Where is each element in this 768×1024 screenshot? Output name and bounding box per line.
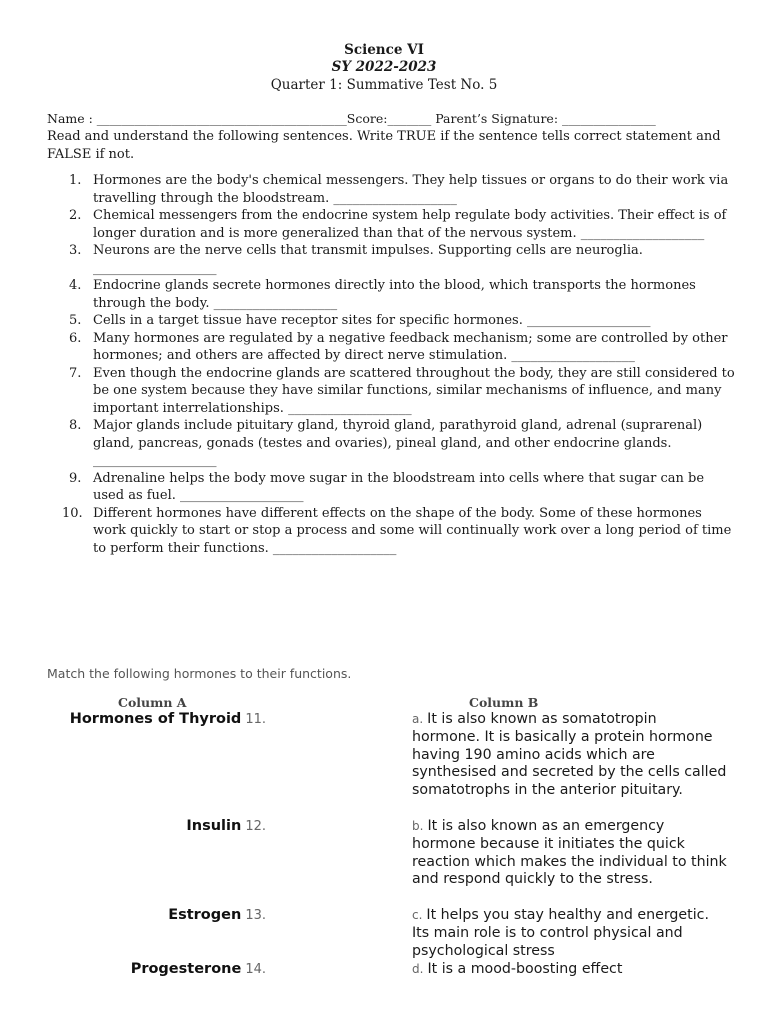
option-text: It is also known as an emergency hormone because it initiates the quick reaction which makes the individual to think and respond quickly to the stress. (412, 818, 727, 888)
option-letter: c. (412, 908, 423, 922)
question-item (47, 505, 737, 558)
question-item (47, 470, 737, 505)
question-text[interactable]: Many hormones are regulated by a negative feedback mechanism; some are controlled by other hormones; and others are affected by direct nerve stimulation. ___________________ (93, 330, 728, 363)
question-item (47, 242, 737, 277)
hormone-name: Hormones of Thyroid (69, 711, 242, 727)
column-a-item[interactable] (186, 818, 266, 834)
question-item (47, 330, 737, 365)
question-number: 4. (69, 278, 82, 293)
column-b-item (412, 711, 727, 800)
question-number: 10. (62, 505, 83, 521)
question-number: 1. (69, 173, 82, 188)
question-text[interactable]: Adrenaline helps the body move sugar in the bloodstream into cells where that sugar can be used as fuel. ___________________ (93, 470, 705, 503)
question-item (47, 277, 737, 312)
question-text[interactable]: Neurons are the nerve cells that transmit impulses. Supporting cells are neuroglia. ___________________ (93, 243, 643, 276)
question-text[interactable]: Even though the endocrine glands are scattered throughout the body, they are still considered to be one system because they have similar functions, similar mechanisms of influence, and many important interrelationships. ___________________ (93, 365, 735, 416)
question-text[interactable]: Different hormones have different effects on the shape of the body. Some of these hormones work quickly to start or stop a process and some will continually work over a long period of time to perform their functions. ___________________ (93, 505, 732, 556)
question-number: 3. (69, 243, 82, 258)
question-item (47, 365, 737, 418)
column-a-item[interactable] (131, 961, 266, 977)
question-number: 8. (69, 418, 82, 433)
question-number: 7. (69, 365, 82, 381)
column-a-item[interactable] (168, 907, 266, 923)
option-text: It helps you stay healthy and energetic. Its main role is to control physical and psychological stress (412, 907, 709, 959)
item-number: 12. (245, 819, 266, 834)
question-number: 5. (69, 313, 82, 328)
option-letter: b. (412, 819, 424, 833)
column-b-item (412, 818, 727, 889)
question-text[interactable]: Cells in a target tissue have receptor sites for specific hormones. ___________________ (93, 313, 651, 328)
question-text[interactable]: Chemical messengers from the endocrine system help regulate body activities. Their effect is of longer duration and is more generalized than that of the nervous system. ___________________ (93, 208, 727, 241)
school-year: SY 2022-2023 (331, 59, 437, 75)
quarter-line: Quarter 1: Summative Test No. 5 (270, 77, 498, 93)
item-number: 11. (245, 712, 266, 727)
matching-instructions: Match the following hormones to their functions. (47, 666, 352, 681)
hormone-name: Insulin (186, 818, 242, 834)
column-b-item (412, 907, 727, 960)
item-number: 14. (245, 962, 266, 977)
option-text: It is a mood-boosting effect (427, 961, 623, 977)
question-item (47, 172, 737, 207)
question-item (47, 417, 737, 470)
column-a-header: Column A (118, 695, 187, 710)
question-number: 6. (69, 330, 82, 346)
hormone-name: Estrogen (168, 907, 242, 923)
question-number: 9. (69, 470, 82, 486)
column-b-header: Column B (469, 695, 539, 710)
question-text[interactable]: Endocrine glands secrete hormones directly into the blood, which transports the hormones through the body. ___________________ (93, 278, 696, 311)
column-a-item[interactable] (70, 711, 266, 727)
question-number: 2. (69, 208, 82, 223)
option-letter: a. (412, 712, 424, 726)
item-number: 13. (245, 908, 266, 923)
hormone-name: Progesterone (130, 961, 242, 977)
option-text: It is also known as somatotropin hormone. It is basically a protein hormone having 190 amino acids which are synthesised and secreted by the cells called somatotrophs in the anterior pituitary. (412, 711, 727, 799)
option-letter: d. (412, 962, 424, 976)
question-text[interactable]: Hormones are the body's chemical messengers. They help tissues or organs to do their work via travelling through the bloodstream. ___________________ (93, 173, 729, 206)
question-item (47, 207, 737, 242)
true-false-instructions: Read and understand the following sentences. Write TRUE if the sentence tells correct statement and FALSE if not. (47, 129, 721, 162)
name-score-signature-line[interactable]: Name : ________________________________________Score:_______ Parent’s Signature: _______________ (47, 111, 656, 126)
document-title: Science VI (344, 42, 424, 58)
question-text[interactable]: Major glands include pituitary gland, thyroid gland, parathyroid gland, adrenal (suprarenal) gland, pancreas, gonads (testes and ovaries), pineal gland, and other endocrine glands. ___________________ (93, 418, 703, 468)
question-item (47, 312, 737, 330)
true-false-question-list (47, 172, 737, 557)
column-b-item (412, 961, 727, 979)
